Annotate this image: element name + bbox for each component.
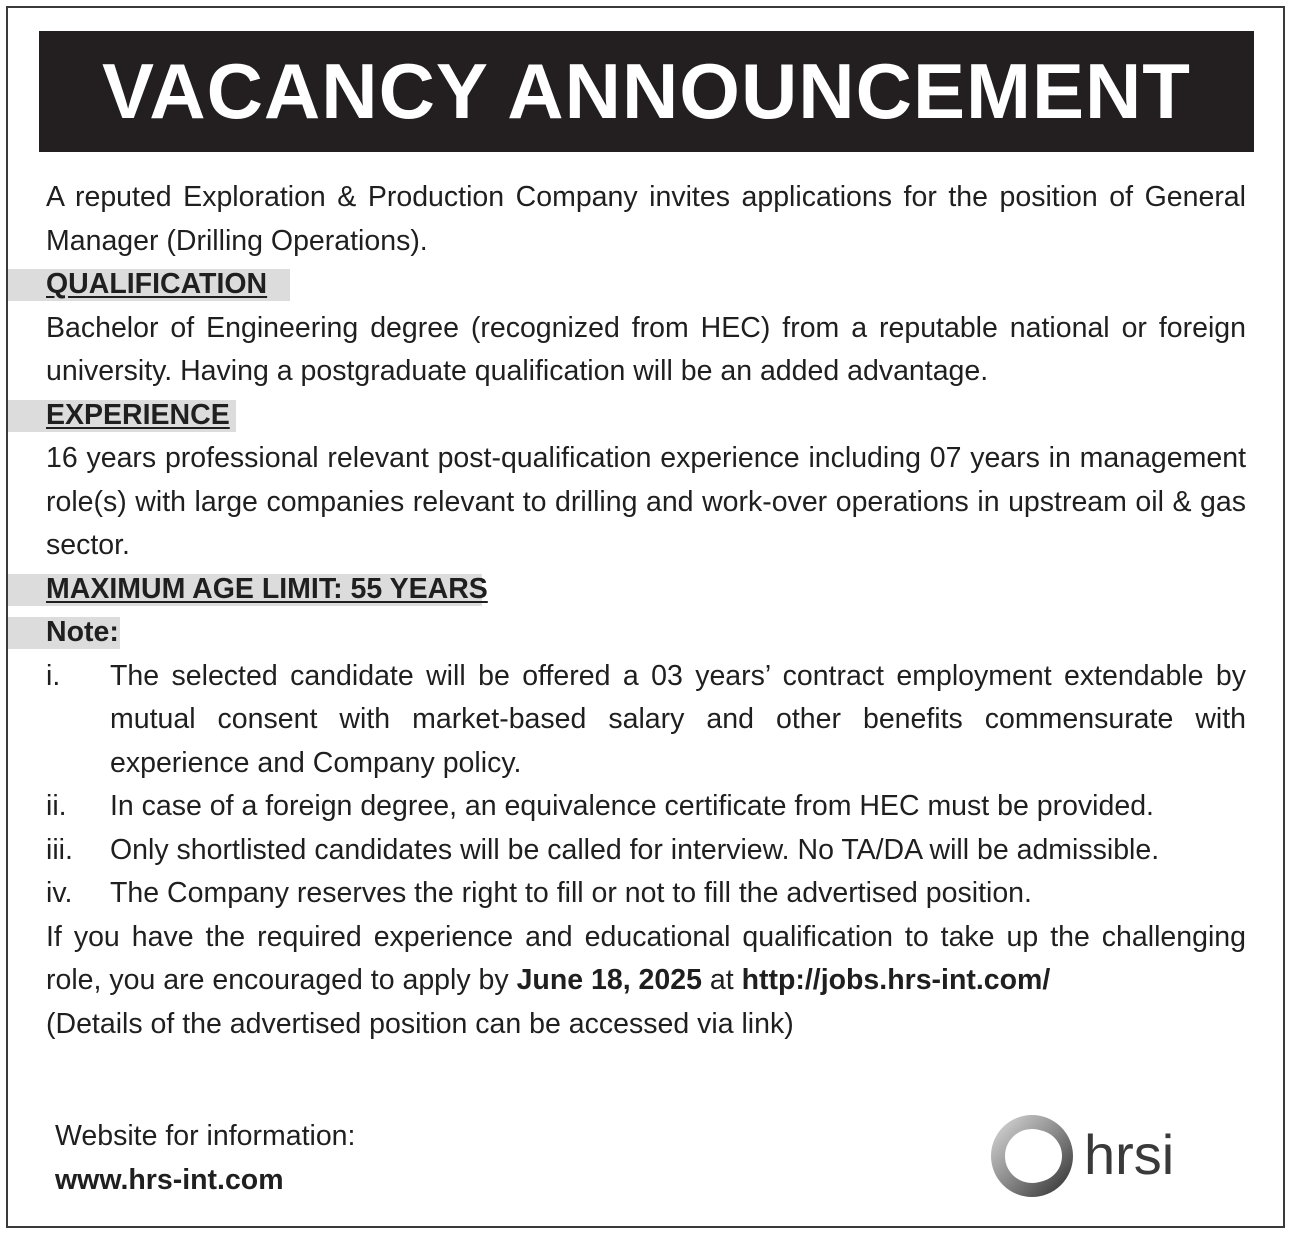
hrsi-logo <box>988 1108 1228 1204</box>
list-item-text: Only shortlisted candidates will be called for interview. No TA/DA will be admissible. <box>110 833 1160 866</box>
experience-heading <box>46 394 1246 438</box>
list-item-number: ii. <box>46 790 67 822</box>
list-item-number: iii. <box>46 833 73 866</box>
announcement-body <box>46 176 1246 1046</box>
note-heading <box>46 611 1246 655</box>
apply-paragraph <box>46 916 1246 1003</box>
page-title: VACANCY ANNOUNCEMENT <box>102 47 1191 135</box>
qualification-heading <box>46 263 1246 307</box>
hrsi-ring-icon <box>988 1108 1228 1204</box>
list-item <box>46 872 1246 916</box>
apply-deadline: June 18, 2025 <box>516 964 702 996</box>
list-item <box>46 829 1246 873</box>
list-item <box>46 655 1246 786</box>
experience-heading-text: EXPERIENCE <box>46 398 230 431</box>
note-list <box>46 655 1246 916</box>
qualification-heading-text: QUALIFICATION <box>46 268 268 300</box>
list-item-text: The selected candidate will be offered a 03 years’ contract employment extendable by mutual consent with market-based salary and other benefits commensurate with experience and Company policy. <box>110 659 1246 779</box>
age-limit-heading <box>46 568 1246 612</box>
list-item-text: In case of a foreign degree, an equivalence certificate from HEC must be provided. <box>110 790 1154 822</box>
intro-paragraph: A reputed Exploration & Production Company invites applications for the position of General Manager (Drilling Operations). <box>46 181 1246 257</box>
logo-wordmark: hrsi <box>1084 1123 1175 1186</box>
apply-link[interactable]: http://jobs.hrs-int.com/ <box>741 964 1051 996</box>
note-heading-text: Note: <box>46 616 119 648</box>
apply-connector: at <box>701 964 742 996</box>
qualification-text: Bachelor of Engineering degree (recognized from HEC) from a reputable national or foreign university. Having a postgraduate qualification will be an added advantage. <box>46 311 1246 387</box>
announcement-banner <box>39 31 1254 152</box>
age-limit-text: MAXIMUM AGE LIMIT: 55 YEARS <box>46 572 488 605</box>
footer-label: Website for information: <box>55 1120 356 1152</box>
apply-text: If you have the required experience and educational qualification to take up the challenging role, you are encouraged to apply by <box>46 920 1246 996</box>
list-item-number: iv. <box>46 877 73 909</box>
experience-text: 16 years professional relevant post-qualification experience including 07 years in management role(s) with large companies relevant to drilling and work-over operations in upstream oil & gas sector. <box>46 442 1246 561</box>
list-item-text: The Company reserves the right to fill or not to fill the advertised position. <box>110 877 1032 909</box>
footer-website-link[interactable]: www.hrs-int.com <box>55 1164 284 1196</box>
list-item <box>46 785 1246 829</box>
list-item-number: i. <box>46 659 61 692</box>
details-note: (Details of the advertised position can be accessed via link) <box>46 1007 794 1040</box>
